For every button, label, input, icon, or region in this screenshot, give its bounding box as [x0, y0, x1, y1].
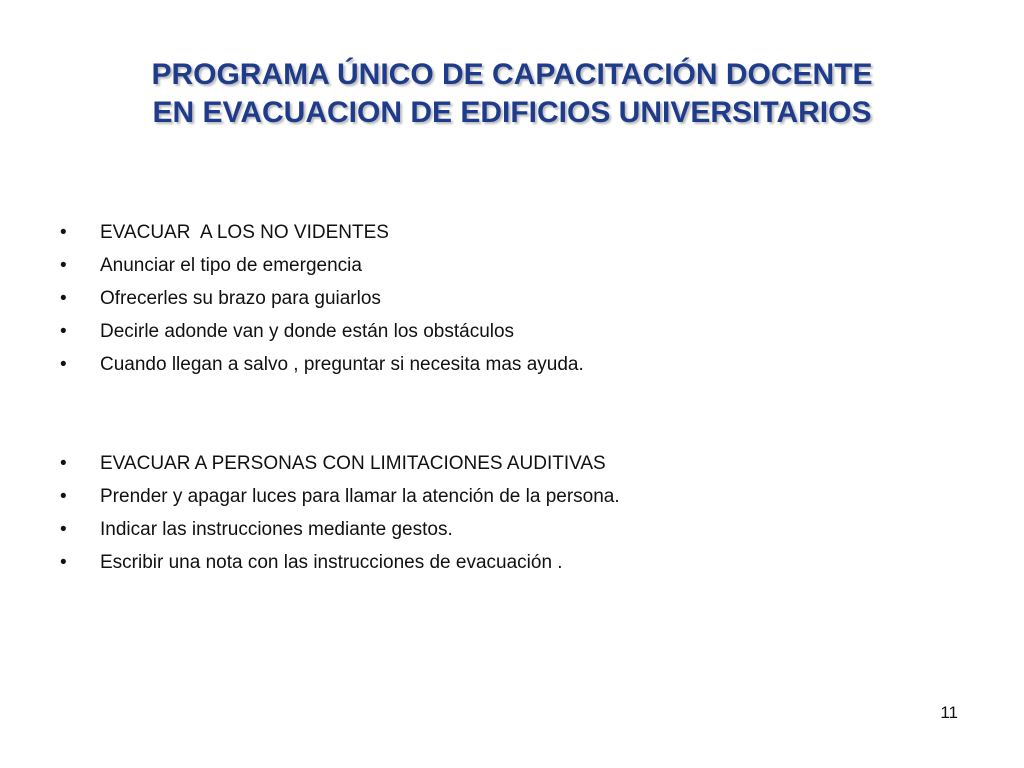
list-item: [60, 249, 960, 282]
list-item-text: Indicar las instrucciones mediante gestos.: [100, 519, 453, 540]
list-item-text: Anunciar el tipo de emergencia: [100, 255, 362, 276]
list-item-text: EVACUAR A PERSONAS CON LIMITACIONES AUDITIVAS: [100, 453, 606, 474]
bullet-icon: •: [60, 222, 67, 243]
slide-title-line-1: PROGRAMA ÚNICO DE CAPACITACIÓN DOCENTE: [151, 58, 873, 91]
list-item-text: Decirle adonde van y donde están los obstáculos: [100, 321, 515, 342]
bullet-icon: •: [60, 453, 67, 474]
bullet-list: [60, 216, 960, 579]
bullet-icon: •: [60, 321, 67, 342]
list-item: [60, 348, 960, 381]
list-item: [60, 480, 960, 513]
list-item: [60, 546, 960, 579]
slide-title: [0, 56, 1024, 132]
list-item: [60, 315, 960, 348]
bullet-icon: •: [60, 552, 67, 573]
bullet-icon: •: [60, 486, 67, 507]
list-item-text: Escribir una nota con las instrucciones de evacuación .: [100, 552, 563, 573]
slide-title-line-2: EN EVACUACION DE EDIFICIOS UNIVERSITARIOS: [152, 96, 872, 129]
list-item: [60, 282, 960, 315]
list-item-text: EVACUAR A LOS NO VIDENTES: [100, 222, 389, 243]
list-item-text: Cuando llegan a salvo , preguntar si necesita mas ayuda.: [100, 354, 584, 375]
list-item: [60, 447, 960, 480]
list-item: [60, 513, 960, 546]
bullet-icon: •: [60, 255, 67, 276]
page-number: 11: [940, 703, 958, 722]
list-item-text: Ofrecerles su brazo para guiarlos: [100, 288, 381, 309]
bullet-icon: •: [60, 288, 67, 309]
bullet-icon: •: [60, 354, 67, 375]
list-item: [60, 216, 960, 249]
list-item-text: Prender y apagar luces para llamar la atención de la persona.: [100, 486, 620, 507]
bullet-icon: •: [60, 519, 67, 540]
